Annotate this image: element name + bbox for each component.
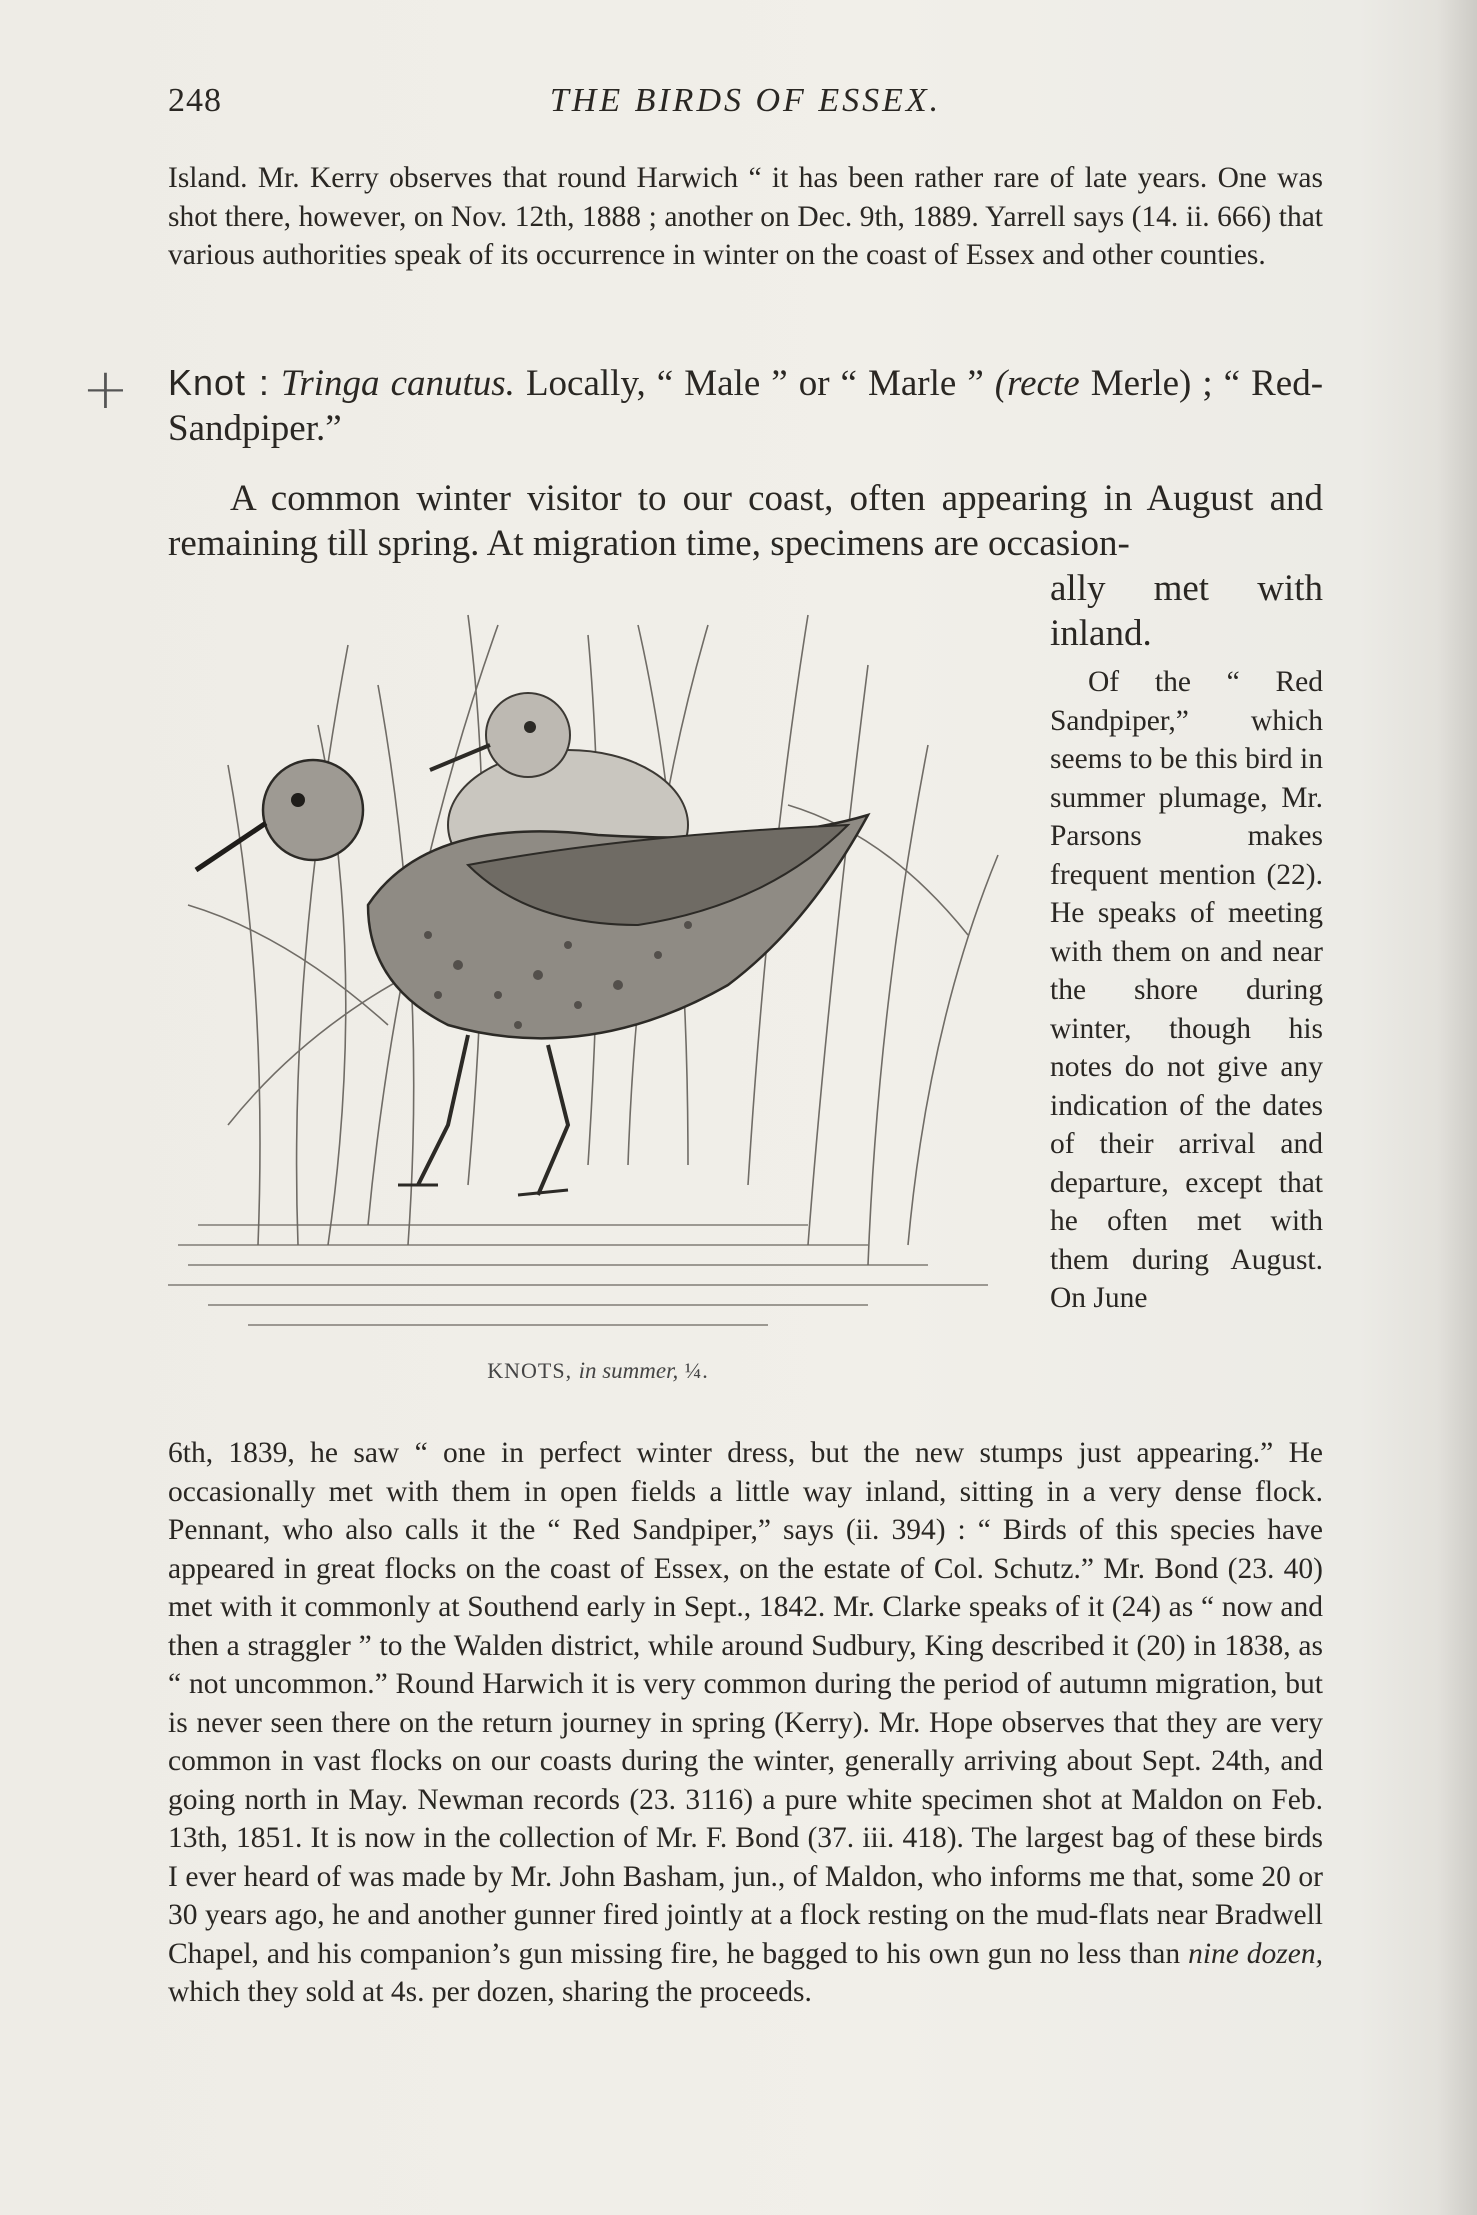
figure-caption xyxy=(168,1358,1028,1384)
paragraph-main-continued xyxy=(168,1434,1323,2012)
page-header xyxy=(168,82,1323,122)
margin-plus-mark: + xyxy=(82,357,129,422)
species-name: Knot : xyxy=(168,362,270,403)
paragraph-main-end: which they sold at 4s. per dozen, sharing the proceeds. xyxy=(168,1976,812,2008)
right-column-continuation: ally met with inland. xyxy=(1050,568,1323,654)
caption-label: KNOTS, xyxy=(487,1358,573,1383)
page-number: 248 xyxy=(168,82,222,119)
paragraph-island: Island. Mr. Kerry observes that round Harwich “ it has been rather rare of late years. One was shot there, however, on Nov. 12th, 1888 ; another on Dec. 9th, 1889. Yarrell says (14. ii. 666) that various authorities speak of its occurrence in winter on the coast of Essex and other counties. xyxy=(168,162,1323,271)
species-local-names: Locally, “ Male ” or “ Marle ” xyxy=(525,363,984,404)
species-latin-name: Tringa canutus. xyxy=(280,363,515,404)
running-title: THE BIRDS OF ESSEX. xyxy=(549,82,942,119)
species-local-names-cont: Merle) ; “ Red-Sandpiper.” xyxy=(168,363,1324,449)
caption-scale: ¼. xyxy=(684,1358,709,1383)
paragraph-main-italic: nine dozen, xyxy=(1188,1937,1323,1970)
species-recte: (recte xyxy=(994,363,1080,404)
species-heading-knot xyxy=(168,360,1323,451)
page-gutter-shadow xyxy=(1437,0,1477,2215)
knots-illustration xyxy=(168,605,1028,1345)
right-column-text: Of the “ Red Sandpiper,” which seems to be this bird in summer plumage, Mr. Parsons makes frequent mention (22). He speaks of meeting with them on and near the shore during winter, though his notes do not give any indication of the dates of their arrival and departure, except that he often met with them during August. On June xyxy=(1050,666,1323,1314)
paragraph-main-text: 6th, 1839, he saw “ one in perfect winter dress, but the new stumps just appearing.” He occasionally met with them in open fields a little way inland, sitting in a very dense flock. Pennant, who also calls it the “ Red Sandpiper,” says (ii. 394) : “ Birds of this species have appeared in great flocks on the coast of Essex, on the estate of Col. Schutz.” Mr. Bond (23. 40) met with it commonly at Southend early in Sept., 1842. Mr. Clarke speaks of it (24) as “ now and then a straggler ” to the Walden district, while around Sudbury, King described it (20) in 1838, as “ not uncommon.” Round Harwich it is very common during the period of autumn migration, but is never seen there on the return journey in spring (Kerry). Mr. Hope observes that they are very common in vast flocks on our coasts during the winter, generally arriving about Sept. 24th, and going north in May. Newman records (23. 3116) a pure white specimen shot at Maldon on Feb. 13th, 1851. It is now in the collection of Mr. F. Bond (37. iii. 418). The largest bag of these birds I ever heard of was made by Mr. John Basham, jun., of Maldon, who informs me that, some 20 or 30 years ago, he and another gunner fired jointly at a flock resting on the mud-flats near Bradwell Chapel, and his companion’s gun missing fire, he bagged to his own gun no less than xyxy=(168,1437,1323,1970)
caption-italic: in summer, xyxy=(578,1358,679,1383)
paragraph-common-visitor: A common winter visitor to our coast, often appearing in August and remaining till spring. At migration time, specimens are occasion- xyxy=(168,478,1323,564)
